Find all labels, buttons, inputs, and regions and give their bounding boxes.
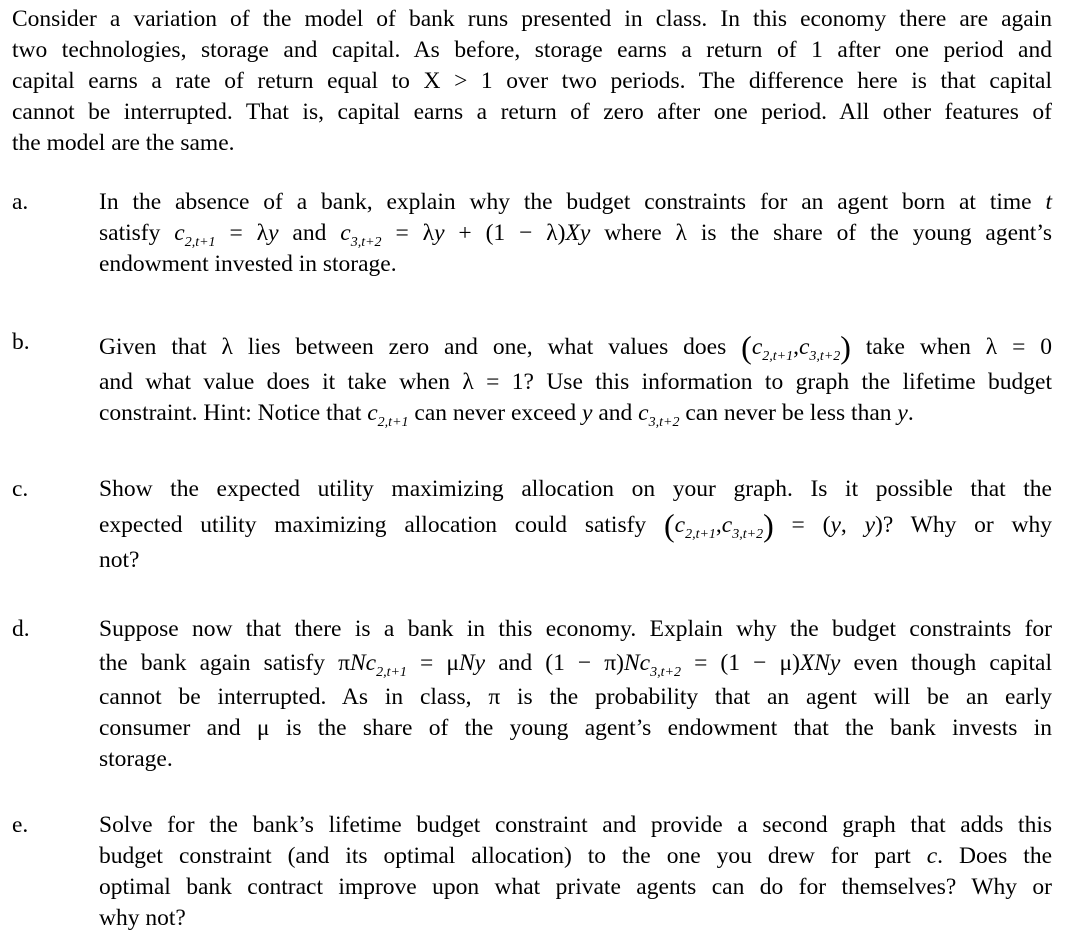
intro-paragraph xyxy=(12,4,1052,159)
question-text: Show the expected utility maximizing allocation on your graph. Is it possible that the expected utility maximizing allocation could satisfy $(c_{2,t+1},c_{3,t+2}) = (y$, y)? Why or why not? xyxy=(99,476,1052,573)
question-letter: d. xyxy=(12,616,30,642)
intro-line: capital earns a rate of return equal to X > 1 over two periods. The difference here is that capital xyxy=(12,68,1052,94)
question-letter: b. xyxy=(12,329,30,355)
question-text: In the absence of a bank, explain why the budget constraints for an agent born at time t satisfy $c_{2,t+1} = \lambda y$ and $c_{3,t+2} = \lambda y + (1 - \lambda)Xy$ where λ is the share of the young agent’s endowment invested in storage. xyxy=(99,189,1052,277)
intro-line: Consider a variation of the model of bank runs presented in class. In this economy there are again xyxy=(12,6,1052,32)
intro-line: cannot be interrupted. That is, capital earns a return of zero after one period. All other features of xyxy=(12,99,1052,125)
question-letter: e. xyxy=(12,812,29,838)
question-text: Solve for the bank’s lifetime budget constraint and provide a second graph that adds this budget constraint (and its optimal allocation) to the one you drew for part c. Does the optimal bank contract improve upon what private agents can do for themselves? Why or why not? xyxy=(99,812,1052,931)
question-letter: c. xyxy=(12,476,29,502)
question-text: Given that λ lies between zero and one, what values does $(c_{2,t+1},c_{3,t+2})$ take when λ = 0 and what value does it take when λ = 1? Use this information to graph the lifetime budget constraint. Hint: Notice that $c_{2,t+1}$ can never exceed y and $c_{3,t+2}$ can never be less than y. xyxy=(99,329,1052,430)
intro-line: two technologies, storage and capital. As before, storage earns a return of 1 after one period and xyxy=(12,37,1052,63)
intro-line: the model are the same. xyxy=(12,130,235,156)
question-text: Suppose now that there is a bank in this economy. Explain why the budget constraints for the bank again satisfy πNc$_{2,t+1}$ = μNy and $(1 - \pi)Nc_{3,t+2} = (1 - \mu)XNy$ even though capital cannot be interrupted. As in class, π is the probability that an agent will be an early consumer and μ is the share of the young agent’s endowment that the bank invests in storage. xyxy=(99,616,1052,772)
question-letter: a. xyxy=(12,189,29,215)
